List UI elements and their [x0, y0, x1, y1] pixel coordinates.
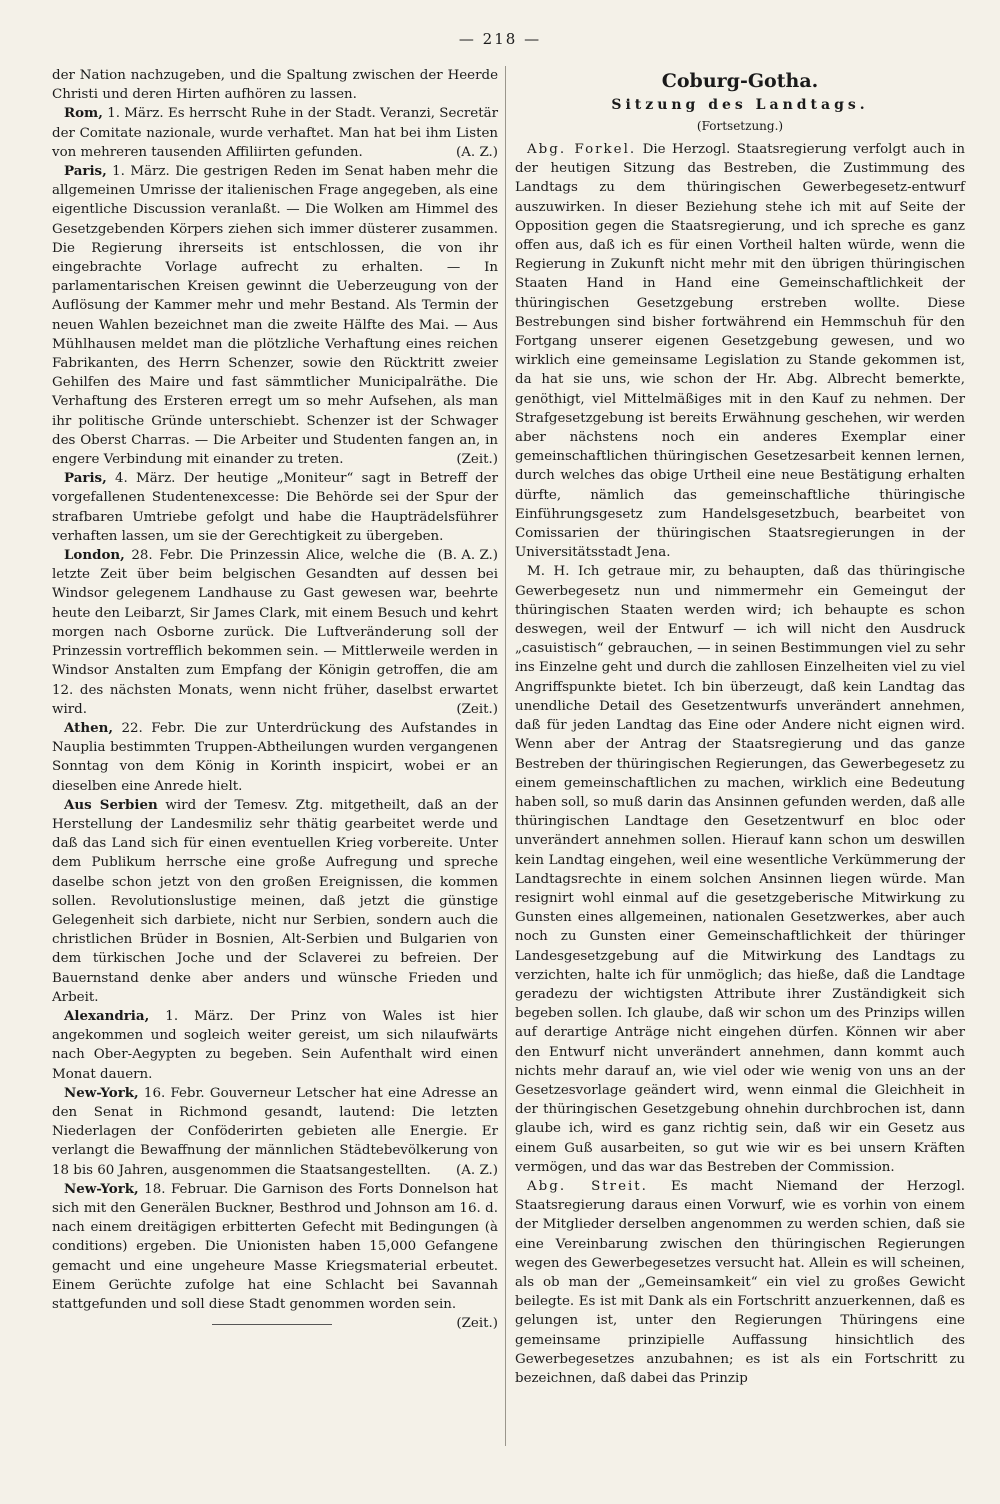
speech-text: Es macht Niemand der Herzogl. Staatsregierung daraus einen Vorwurf, wie es vorhin von einem der Mitglieder derselben angenommen zu werden schien, daß sie eine Vereinbarung zwischen den thüringischen Regierungen wegen des Gewerbegesetzes versucht hat. Allein es will scheinen, als ob man der „Gemeinsamkeit“ ein viel zu großes Gewicht beilegte. Es ist mit Dank als ein Fortschritt anzuerkennen, daß es gelungen ist, unter den Regierungen Thüringens eine gemeinsame prinzipielle Auffassung hinsichtlich des Gewerbegesetzes anzubahnen; es ist als ein Fortschritt zu bezeichnen, daß dabei das Prinzip — [515, 1178, 965, 1386]
source-credit: (B. A. Z.) — [437, 548, 498, 564]
source-credit: (A. Z.) — [456, 1162, 498, 1178]
speaker: Abg. Streit. — [527, 1178, 648, 1194]
dateline: London, — [64, 547, 125, 564]
end-rule — [212, 1324, 332, 1325]
section-note: (Fortsetzung.) — [696, 119, 784, 133]
dateline: New-York, — [64, 1180, 139, 1197]
source-credit: (Zeit.) — [456, 701, 498, 717]
column-divider — [505, 66, 506, 1446]
dateline: Paris, — [64, 470, 107, 487]
source-credit: (Zeit.) — [456, 452, 498, 468]
article-rom — [52, 104, 498, 162]
speech-forkel — [515, 140, 965, 562]
source-credit: (Zeit.) — [456, 1316, 498, 1332]
right-column — [515, 66, 965, 1388]
section-subtitle: Sitzung des Landtags. — [611, 97, 869, 113]
article-new-york-1 — [52, 1084, 498, 1180]
article-athen — [52, 719, 498, 796]
speech-streit — [515, 1177, 965, 1388]
article-text: 22. Febr. Die zur Unterdrückung des Aufstandes in Nauplia bestimmten Truppen-Abtheilungen wurden vergangenen Sonntag von dem König in Korinth inspicirt, wobei er an dieselben eine Anrede hielt. — [52, 720, 498, 794]
dateline: Alexandria, — [64, 1007, 150, 1024]
section-title: Coburg-Gotha. — [661, 70, 819, 92]
left-column — [52, 66, 498, 1333]
speech-mh — [515, 562, 965, 1177]
dateline: Paris, — [64, 163, 107, 180]
article-text: 1. März. Die gestrigen Reden im Senat haben mehr die allgemeinen Umrisse der italienischen Frage angegeben, als eine eigentliche Discussion veranlaßt. — Die Wolken am Himmel des Gesetzgebenden Körpers ziehen sich immer düsterer zusammen. Die Regierung ihrerseits ist entschlossen, die von ihr eingebrachte Vorlage aufrecht zu erhalten. — In parlamentarischen Kreisen gewinnt die Ueberzeugung von der Auflösung der Kammer mehr und mehr Bestand. Als Termin der neuen Wahlen bezeichnet man die zweite Hälfte des Mai. — Aus Mühlhausen meldet man die plötzliche Verhaftung eines reichen Fabrikanten, des Herrn Schenzer, sowie den Rücktritt zweier Gehilfen des Maire und fast sämmtlicher Municipalräthe. Die Verhaftung des Ersteren erregt um so mehr Aufsehen, als man ihr politische Gründe unterschiebt. Schenzer ist der Schwager des Oberst Charras. — Die Arbeiter und Studenten fangen an, in engere Verbindung mit einander zu treten. — [52, 164, 498, 468]
article-continuation: der Nation nachzugeben, und die Spaltung zwischen der Heerde Christi und deren Hirten aufhören zu lassen. — [52, 68, 498, 103]
dateline: Aus Serbien — [64, 796, 158, 813]
article-text: 1. März. Es herrscht Ruhe in der Stadt. Veranzi, Secretär der Comitate nazionale, wurde verhaftet. Man hat bei ihm Listen von mehreren tausenden Affiliirten gefunden. — [52, 106, 498, 160]
dateline: Rom, — [64, 105, 103, 122]
speaker: M. H. — [527, 564, 570, 580]
dateline: New-York, — [64, 1084, 139, 1101]
speaker: Abg. Forkel. — [527, 142, 637, 157]
article-text: 16. Febr. Gouverneur Letscher hat eine Adresse an den Senat in Richmond gesandt, lautend: Die letzten Niederlagen der Conföderirten gebieten alle Energie. Er verlangt die Bewaffnung der männlichen Städtebevölkerung von 18 bis 60 Jahren, ausgenommen die Staatsangestellten. — [52, 1085, 498, 1178]
article-text: wird der Temesv. Ztg. mitgetheilt, daß an der Herstellung der Landesmiliz sehr thätig gearbeitet werde und daß das Land sich für einen eventuellen Krieg vorbereite. Unter dem Publikum herrsche eine große Aufregung und spreche daselbe schon jetzt von den großen Ereignissen, die kommen sollen. Revolutionslustige meinen, daß jetzt die günstige Gelegenheit sich darbiete, nicht nur Serbien, sondern auch die christlichen Brüder in Bosnien, Alt-Serbien und Bulgarien von dem türkischen Joche und der Sclaverei zu befreien. Der Bauernstand denke aber anders und wünsche Frieden und Arbeit. — [52, 797, 499, 1005]
article-paris-1 — [52, 162, 498, 469]
article-text: 18. Februar. Die Garnison des Forts Donnelson hat sich mit den Generälen Buckner, Besthrod und Johnson am 16. d. nach einem dreitägigen erbitterten Gefecht mit Bedingungen (à conditions) ergeben. Die Unionisten haben 15,000 Gefangene gemacht und eine ungeheure Masse Kriegsmaterial erbeutet. Einem Gerüchte zufolge hat eine Schlacht bei Savannah stattgefunden und soll diese Stadt genommen worden sein. — [52, 1181, 498, 1312]
article-alexandria — [52, 1007, 498, 1084]
speech-text: Ich getraue mir, zu behaupten, daß das thüringische Gewerbegesetz nun und nimmermehr ein Gemeingut der thüringischen Staaten werden wird; ich behaupte es schon deswegen, weil der Entwurf — ich will nicht den Ausdruck „casuistisch“ gebrauchen, — in seinen Bestimmungen viel zu sehr ins Einzelne geht und durch die zahllosen Einzelheiten viel zu viel Angriffspunkte bietet. Ich bin überzeugt, daß kein Landtag das unendliche Detail des Gesetzentwurfs unverändert annehmen, daß für jeden Landtag das Eine oder Andere nicht eignen wird. Wenn aber der Antrag der Staatsregierung und das ganze Bestreben der thüringischen Regierungen, das Gewerbegesetz zu einem gemeinschaftlichen zu machen, wirklich eine Bedeutung haben soll, so muß darin das Ansinnen gefunden werden, daß alle thüringischen Landtage den Gesetzentwurf en bloc oder unverändert annehmen sollen. Hierauf kann schon um deswillen kein Landtag eingehen, weil eine wesentliche Verkümmerung der Landtagsrechte in einem solchen Ansinnen liegen würde. Man resignirt wohl einmal auf die gesetzgeberische Mitwirkung zu Gunsten eines allgemeinen, nationalen Gesetzwerkes, aber auch noch zu Gunsten einer Gemeinschaftlichkeit der thüringer Landesgesetzgebung auf die Mitwirkung des Landtags zu verzichten, halte ich für unmöglich; das hieße, daß die Landtage geradezu der wichtigsten Attribute ihrer Zuständigkeit sich begeben sollen. Ich glaube, daß wir schon um des Prinzips willen auf derartige Anträge nicht eingehen dürfen. Können wir aber den Entwurf nicht unverändert annehmen, dann kommt auch nichts mehr darauf an, wie viel oder wie wenig von uns an der Gesetzesvorlage geändert wird, wenn einmal die Gleichheit in der thüringischen Gesetzgebung ohnehin durchbrochen ist, dann glaube ich, wird es ganz richtig sein, daß wir ein Gesetz aus einem Guß ausarbeiten, so gut wie wir es bei unsern Kräften vermögen, und das war das Bestreben der Commission. — [515, 564, 965, 1175]
speech-text: Die Herzogl. Staatsregierung verfolgt auch in der heutigen Sitzung das Bestreben, die Zustimmung des Landtags zu dem thüringischen Gewerbegesetz-entwurf auszuwirken. In dieser Beziehung stehe ich mit auf Seite der Opposition gegen die Staatsregierung, und ich spreche es ganz offen aus, daß ich es für einen Vortheil halten würde, wenn die Regierung in Zukunft nicht mehr mit den übrigen thüringischen Staaten Hand in Hand eine Gemeinschaftlichkeit der thüringischen Gesetzgebung erstreben wollte. Diese Bestrebungen sind bisher fortwährend ein Hemmschuh für den Fortgang unserer eigenen Gesetzgebung gewesen, und wo wirklich eine gemeinsame Legislation zu Stande gekommen ist, da hat sie uns, wie schon der Hr. Abg. Albrecht bemerkte, genöthigt, viel Mittelmäßiges mit in den Kauf zu nehmen. Der Strafgesetzgebung ist bereits Erwähnung geschehen, wir werden aber nächstens noch ein anderes Exemplar einer gemeinschaftlichen thüringischen Gesetzesarbeit kennen lernen, durch welches das obige Urtheil eine neue Bestätigung erhalten dürfte, nämlich das gemeinschaftliche thüringische Einführungsgesetz zum Handelsgesetzbuch, bearbeitet von Comissarien der thüringischen Staatsregierungen in der Universitätsstadt Jena. — [515, 142, 965, 561]
page-number: — 218 — — [458, 30, 542, 48]
article-text: 28. Febr. Die Prinzessin Alice, welche die letzte Zeit über beim belgischen Gesandten auf dessen bei Windsor gelegenem Landhause zu Gast gewesen war, beehrte heute den Leibarzt, Sir James Clark, mit einem Besuch und kehrt morgen nach Osborne zurück. Die Luftveränderung soll der Prinzessin vortrefflich bekommen sein. — Mittlerweile werden in Windsor Anstalten zum Empfang der Königin getroffen, die am 12. des nächsten Monats, wenn nicht früher, daselbst erwartet wird. — [52, 548, 498, 717]
article-text: 4. März. Der heutige „Moniteur“ sagt in Betreff der vorgefallenen Studentenexcesse: Die Behörde sei der Spur der strafbaren Umtriebe gefolgt und habe die Haupträdelsführer verhaften lassen, um sie der Gerechtigkeit zu übergeben. — [52, 471, 498, 544]
dateline: Athen, — [64, 719, 113, 736]
article-new-york-2 — [52, 1180, 498, 1332]
article-serbien — [52, 796, 498, 1007]
article-text: 1. März. Der Prinz von Wales ist hier angekommen und sogleich weiter gereist, um sich nilaufwärts nach Ober-Aegypten zu begeben. Sein Aufenthalt wird einen Monat dauern. — [52, 1008, 498, 1082]
article-london — [52, 546, 498, 719]
source-credit: (A. Z.) — [456, 144, 498, 160]
